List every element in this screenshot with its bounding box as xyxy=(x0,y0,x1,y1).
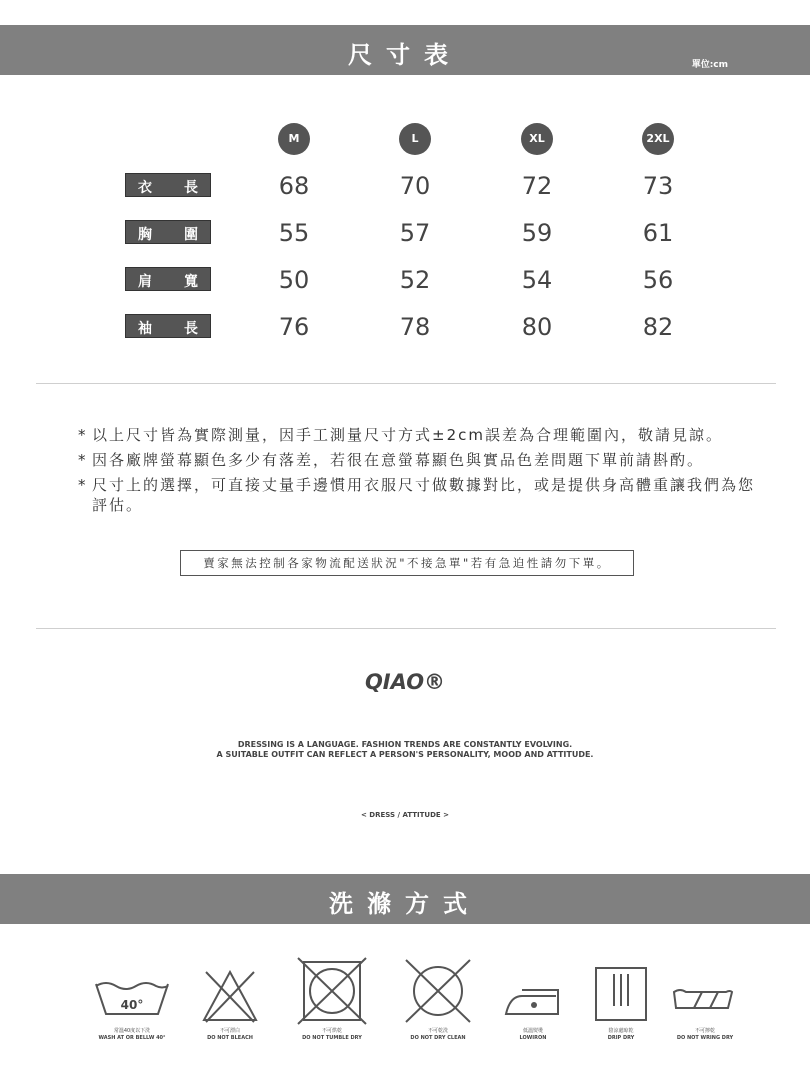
table-cell: 80 xyxy=(521,313,553,341)
wash-caption xyxy=(77,1028,187,1042)
wash-caption-en: DRIP DRY xyxy=(607,1035,635,1041)
table-cell: 55 xyxy=(278,219,310,247)
divider xyxy=(36,628,776,629)
table-cell: 72 xyxy=(521,172,553,200)
wash-caption-zh: 常溫40度以下洗 xyxy=(113,1028,151,1034)
wash-caption xyxy=(277,1028,387,1042)
brand-tagline: DRESSING IS A LANGUAGE. FASHION TRENDS ARE CONSTANTLY EVOLVING. xyxy=(237,740,573,749)
table-cell: 68 xyxy=(278,172,310,200)
drip-dry-icon xyxy=(594,966,648,1022)
wash-40-icon xyxy=(92,980,172,1020)
table-cell: 73 xyxy=(642,172,674,200)
wash-banner xyxy=(0,874,810,924)
wash-caption-zh: 不可乾洗 xyxy=(427,1028,448,1034)
size-m-badge: M xyxy=(278,123,310,155)
wash-caption-en: DO NOT DRY CLEAN xyxy=(410,1035,466,1041)
wash-caption-zh: 不可漂白 xyxy=(219,1028,240,1034)
wash-caption-en: LOWIRON xyxy=(519,1035,547,1041)
row-label-sleeve xyxy=(125,314,211,338)
note-bullet: * xyxy=(78,426,88,444)
brand-logo: QIAO® xyxy=(364,670,446,694)
note-color xyxy=(78,450,758,470)
no-dry-clean-icon xyxy=(402,958,474,1024)
wash-caption-en: WASH AT OR BELLW 40° xyxy=(98,1035,166,1041)
table-cell: 78 xyxy=(399,313,431,341)
note-text: 因各廠牌螢幕顯色多少有落差，若很在意螢幕顯色與實品色差問題下單前請斟酌。 xyxy=(92,451,705,469)
wash-caption-en: DO NOT BLEACH xyxy=(207,1035,253,1041)
row-label-char: 圍 xyxy=(184,227,198,243)
no-wring-icon xyxy=(670,986,734,1012)
table-cell: 61 xyxy=(642,219,674,247)
wash-caption-en: DO NOT WRING DRY xyxy=(676,1035,734,1041)
note-text: 尺寸上的選擇，可直接丈量手邊慣用衣服尺寸做數據對比，或是提供身高體重讓我們為您評估。 xyxy=(92,476,756,514)
table-cell: 54 xyxy=(521,266,553,294)
wash-caption-zh: 不可擰乾 xyxy=(694,1028,715,1034)
wash-caption-zh: 陰涼處晾乾 xyxy=(608,1028,634,1034)
row-label-char: 胸 xyxy=(138,227,152,243)
row-label-length xyxy=(125,173,211,197)
row-label-char: 長 xyxy=(184,321,198,337)
size-l-badge: L xyxy=(399,123,431,155)
note-bullet: * xyxy=(78,451,88,469)
row-label-shoulder xyxy=(125,267,211,291)
size-2xl-badge: 2XL xyxy=(642,123,674,155)
row-label-char: 袖 xyxy=(138,321,152,337)
size-chart-title: 尺寸表 xyxy=(348,41,462,69)
table-cell: 52 xyxy=(399,266,431,294)
row-label-char: 寬 xyxy=(184,274,198,290)
wash-caption-zh: 不可烘乾 xyxy=(321,1028,342,1034)
row-label-chest xyxy=(125,220,211,244)
wash-caption xyxy=(650,1028,760,1042)
table-cell: 57 xyxy=(399,219,431,247)
size-xl-badge: XL xyxy=(521,123,553,155)
unit-label: 單位:cm xyxy=(691,60,728,70)
note-measurement xyxy=(78,425,758,445)
wash-caption-en: DO NOT TUMBLE DRY xyxy=(302,1035,362,1041)
no-tumble-dry-icon xyxy=(294,956,370,1026)
brand-subtitle: < DRESS / ATTITUDE > xyxy=(360,811,450,819)
table-cell: 82 xyxy=(642,313,674,341)
wash-caption xyxy=(383,1028,493,1042)
table-cell: 56 xyxy=(642,266,674,294)
brand-tagline: A SUITABLE OUTFIT CAN REFLECT A PERSON'S PERSONALITY, MOOD AND ATTITUDE. xyxy=(216,750,594,759)
table-cell: 50 xyxy=(278,266,310,294)
wash-temp: 40° xyxy=(120,998,144,1012)
wash-title: 洗滌方式 xyxy=(329,890,481,918)
row-label-char: 肩 xyxy=(138,274,152,290)
size-chart-banner xyxy=(0,25,810,75)
low-iron-icon xyxy=(502,984,564,1018)
divider xyxy=(36,383,776,384)
note-bullet: * xyxy=(78,476,88,494)
row-label-char: 長 xyxy=(184,180,198,196)
note-text: 以上尺寸皆為實際測量，因手工測量尺寸方式±2cm誤差為合理範圍內，敬請見諒。 xyxy=(92,426,723,444)
wash-caption xyxy=(175,1028,285,1042)
shipping-notice: 賣家無法控制各家物流配送狀況"不接急單"若有急迫性請勿下單。 xyxy=(180,550,634,576)
note-size-choice xyxy=(78,475,758,515)
table-cell: 76 xyxy=(278,313,310,341)
row-label-char: 衣 xyxy=(138,180,152,196)
table-cell: 59 xyxy=(521,219,553,247)
wash-caption-zh: 低溫熨燙 xyxy=(522,1028,543,1034)
no-bleach-icon xyxy=(200,966,260,1026)
table-cell: 70 xyxy=(399,172,431,200)
